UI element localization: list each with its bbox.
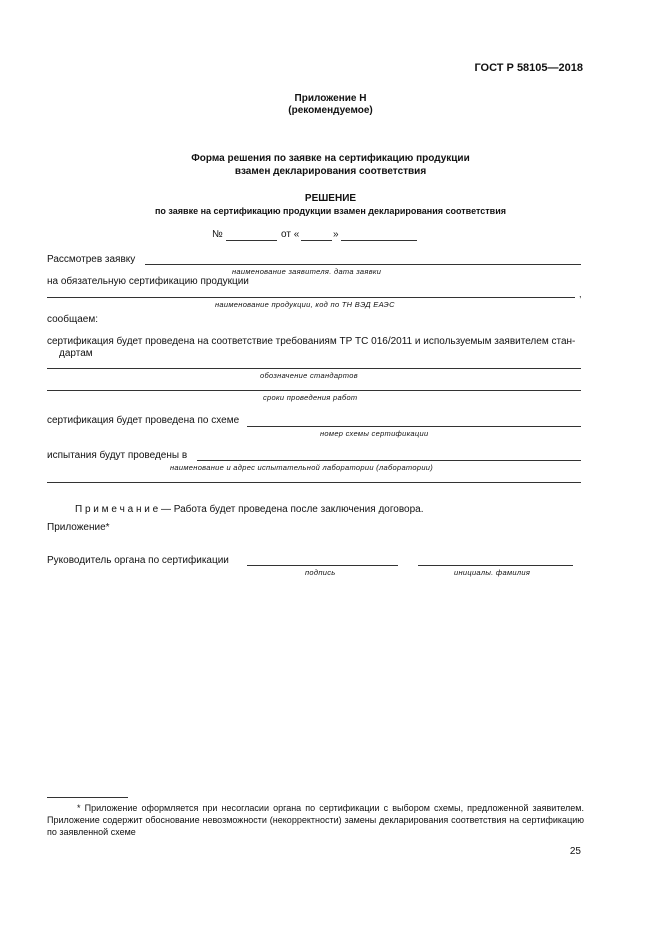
inform-label: сообщаем: <box>47 314 98 325</box>
appendix-title: Приложение Н <box>294 93 367 104</box>
product-trailing-comma: , <box>579 289 582 299</box>
attachment-label: Приложение* <box>47 522 110 533</box>
name-hint: инициалы. фамилия <box>454 568 531 577</box>
page-number: 25 <box>569 846 581 857</box>
applicant-hint: наименование заявителя. дата заявки <box>232 267 382 276</box>
considered-label: Рассмотрев заявку <box>47 254 136 265</box>
note-prefix: П р и м е ч а н и е <box>75 504 159 515</box>
decision-month-year-field <box>341 240 417 241</box>
note <box>75 504 424 515</box>
form-title-line2: взамен декларирования соответствия <box>234 166 427 177</box>
footnote-text: * Приложение оформляется при несогласии органа по сертификации с выбором схемы, предложенной заявителем. Приложение содержит обоснование невозможности (некорректности) замены декларирования соответствия на сертификацию по заявленной схеме <box>47 803 584 837</box>
decision-heading: РЕШЕНИЕ <box>304 193 357 204</box>
decision-date-from-label: от « <box>281 229 300 240</box>
lab-field <box>197 460 581 461</box>
scheme-field <box>247 426 581 427</box>
signature-hint: подпись <box>305 568 336 577</box>
name-field <box>418 565 573 566</box>
mandatory-cert-label: на обязательную сертификацию продукции <box>47 276 249 287</box>
standards-field <box>47 368 581 369</box>
lab-field-cont <box>47 482 581 483</box>
cert-standards-text-cont: дартам <box>59 348 93 359</box>
product-field <box>47 297 575 298</box>
signature-field <box>247 565 398 566</box>
deadline-field <box>47 390 581 391</box>
form-title-line1: Форма решения по заявке на сертификацию продукции <box>191 153 470 164</box>
applicant-field <box>145 264 581 265</box>
scheme-label: сертификация будет проведена по схеме <box>47 415 240 426</box>
scheme-hint: номер схемы сертификации <box>320 429 429 438</box>
note-text: — Работа будет проведена после заключения договора. <box>158 504 424 515</box>
deadline-hint: сроки проведения работ <box>263 393 358 402</box>
lab-hint: наименование и адрес испытательной лаборатории (лаборатории) <box>170 463 434 472</box>
decision-subheading: по заявке на сертификацию продукции взамен декларирования соответствия <box>155 206 506 216</box>
decision-number-field <box>226 240 277 241</box>
cert-standards-text: сертификация будет проведена на соответствие требованиям ТР ТС 016/2011 и используемым заявителем стан- <box>47 336 576 347</box>
appendix-status: (рекомендуемое) <box>288 105 373 116</box>
product-hint: наименование продукции, код по ТН ВЭД ЕАЭС <box>215 300 395 309</box>
standards-hint: обозначение стандартов <box>260 371 358 380</box>
tests-label: испытания будут проведены в <box>47 450 188 461</box>
footnote-separator <box>47 797 128 798</box>
decision-day-field <box>301 240 332 241</box>
standard-code: ГОСТ Р 58105—2018 <box>474 62 583 74</box>
head-label: Руководитель органа по сертификации <box>47 555 229 566</box>
decision-number-label: № <box>212 229 223 240</box>
decision-date-close-label: » <box>333 229 339 240</box>
